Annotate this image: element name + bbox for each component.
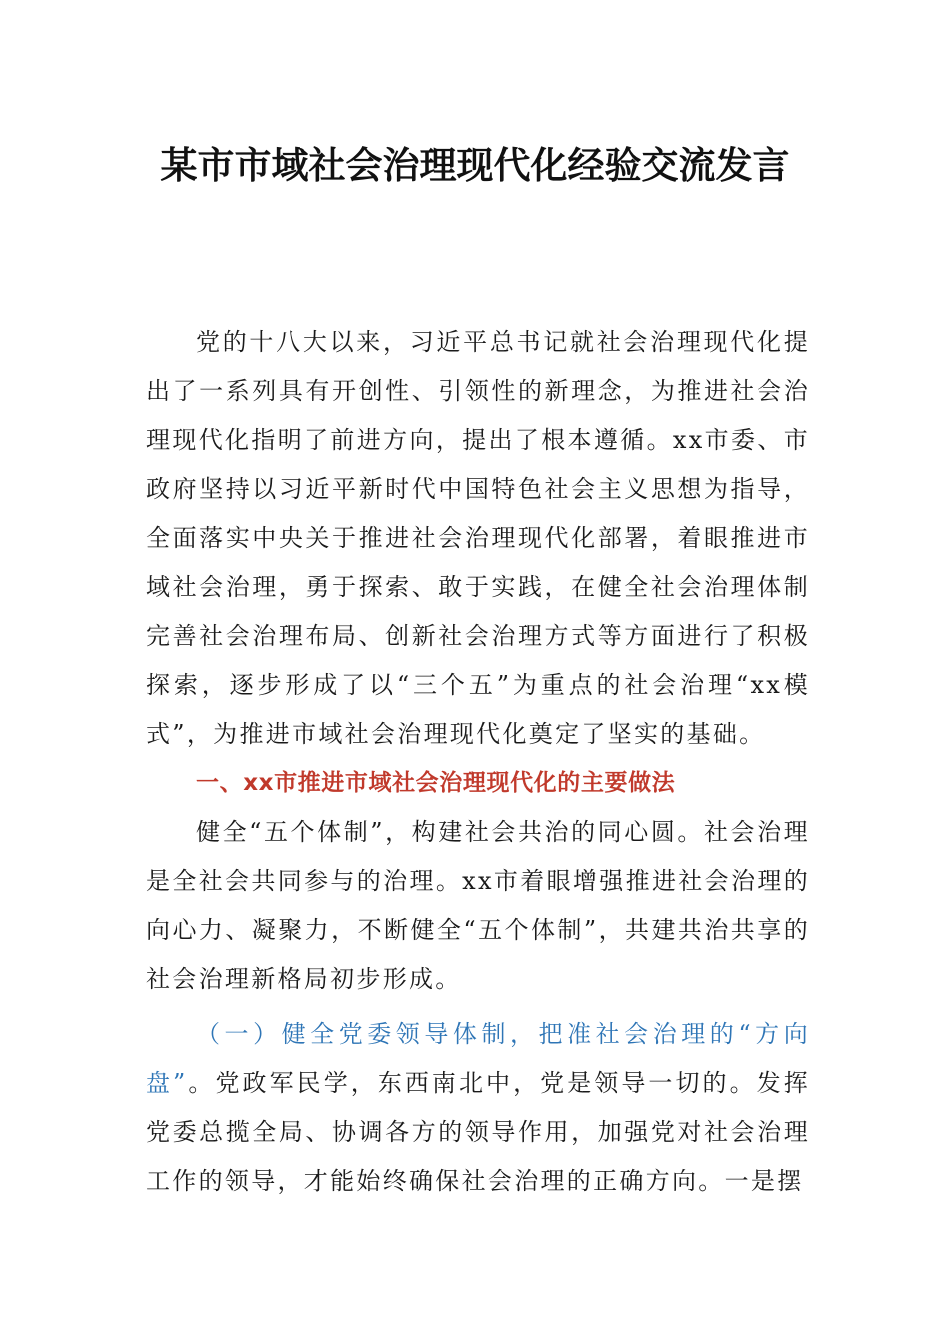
sub-paragraph-text: 。党政军民学，东西南北中，党是领导一切的。发挥党委总揽全局、协调各方的领导作用，加强党对社会治理工作的领导，才能始终确保社会治理的正确方向。一是摆 (146, 1069, 810, 1195)
section-heading: 一、xx市推进市域社会治理现代化的主要做法 (196, 770, 676, 796)
section-paragraph: 健全“五个体制”，构建社会共治的同心圆。社会治理是全社会共同参与的治理。xx市着眼增强推进社会治理的向心力、凝聚力，不断健全“五个体制”，共建共治共享的社会治理新格局初步形成。 (146, 818, 810, 993)
sub-section-paragraph (146, 1010, 810, 1206)
intro-paragraph: 党的十八大以来，习近平总书记就社会治理现代化提出了一系列具有开创性、引领性的新理念，为推进社会治理现代化指明了前进方向，提出了根本遵循。xx市委、市政府坚持以习近平新时代中国特色社会主义思想为指导，全面落实中央关于推进社会治理现代化部署，着眼推进市域社会治理，勇于探索、敢于实践，在健全社会治理体制完善社会治理布局、创新社会治理方式等方面进行了积极探索，逐步形成了以“三个五”为重点的社会治理“xx模式”，为推进市域社会治理现代化奠定了坚实的基础。 (146, 328, 810, 748)
sub-heading: （一）健全党委领导体制，把准社会治理的“方向盘” (146, 1020, 810, 1097)
document-body (146, 318, 810, 1206)
document-title: 某市市域社会治理现代化经验交流发言 (160, 144, 790, 187)
